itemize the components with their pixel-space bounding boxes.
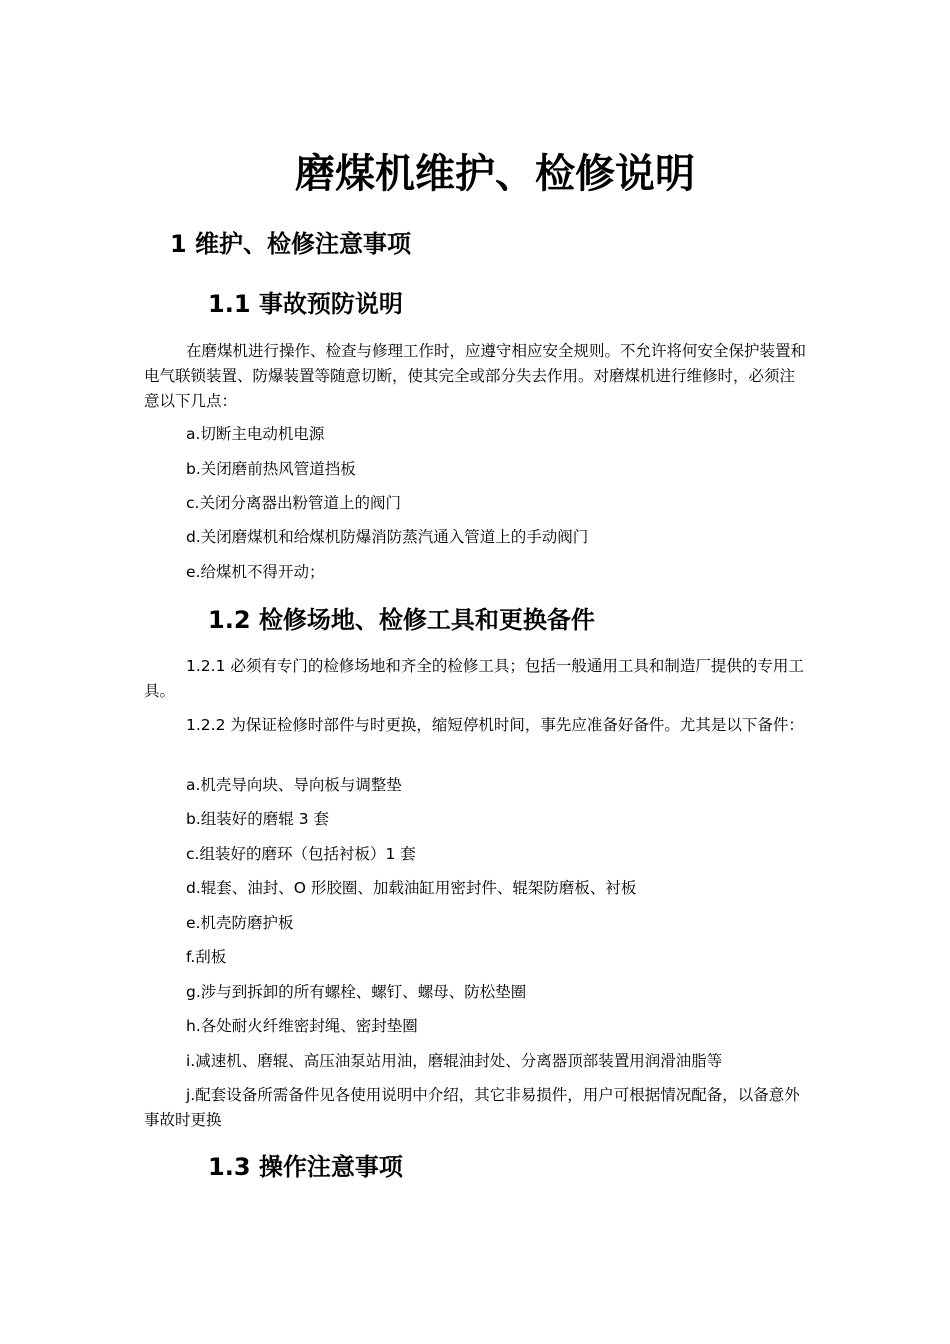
section-1-1-heading: 1.1 事故预防说明: [208, 290, 403, 318]
list-item: b.关闭磨前热风管道挡板: [186, 460, 356, 478]
section-1-2-spares-note: j.配套设备所需备件见各使用说明中介绍，其它非易损件，用户可根据情况配备，以备意外事故时更换: [144, 1086, 800, 1129]
section-1-2-2-paragraph: 1.2.2 为保证检修时部件与时更换，缩短停机时间，事先应准备好备件。尤其是以下备件：: [186, 716, 804, 734]
list-item: h.各处耐火纤维密封绳、密封垫圈: [186, 1017, 418, 1035]
list-item: i.减速机、磨辊、高压油泵站用油，磨辊油封处、分离器顶部装置用润滑油脂等: [186, 1052, 723, 1070]
section-1-2-1-paragraph: 1.2.1 必须有专门的检修场地和齐全的检修工具；包括一般通用工具和制造厂提供的专用工具。: [144, 657, 804, 700]
list-item: d.关闭磨煤机和给煤机防爆消防蒸汽通入管道上的手动阀门: [186, 528, 589, 546]
list-item: e.机壳防磨护板: [186, 914, 294, 932]
list-item: b.组装好的磨辊 3 套: [186, 810, 329, 828]
list-item: g.涉与到拆卸的所有螺栓、螺钉、螺母、防松垫圈: [186, 983, 527, 1001]
list-item: a.机壳导向块、导向板与调整垫: [186, 776, 402, 794]
list-item: d.辊套、油封、O 形胶圈、加载油缸用密封件、辊架防磨板、衬板: [186, 879, 637, 897]
document-title: 磨煤机维护、检修说明: [295, 151, 695, 197]
list-item: c.组装好的磨环（包括衬板）1 套: [186, 845, 416, 863]
section-1-1-intro: 在磨煤机进行操作、检查与修理工作时，应遵守相应安全规则。不允许将何安全保护装置和电气联锁装置、防爆装置等随意切断，使其完全或部分失去作用。对磨煤机进行维修时，必须注意以下几点：: [144, 342, 807, 410]
section-1-2-heading: 1.2 检修场地、检修工具和更换备件: [208, 606, 595, 634]
section-1-heading: 1 维护、检修注意事项: [170, 230, 412, 258]
section-1-3-heading: 1.3 操作注意事项: [208, 1153, 403, 1181]
list-item: c.关闭分离器出粉管道上的阀门: [186, 494, 401, 512]
list-item: a.切断主电动机电源: [186, 425, 325, 443]
list-item: e.给煤机不得开动；: [186, 563, 325, 581]
list-item: f.刮板: [186, 948, 227, 966]
